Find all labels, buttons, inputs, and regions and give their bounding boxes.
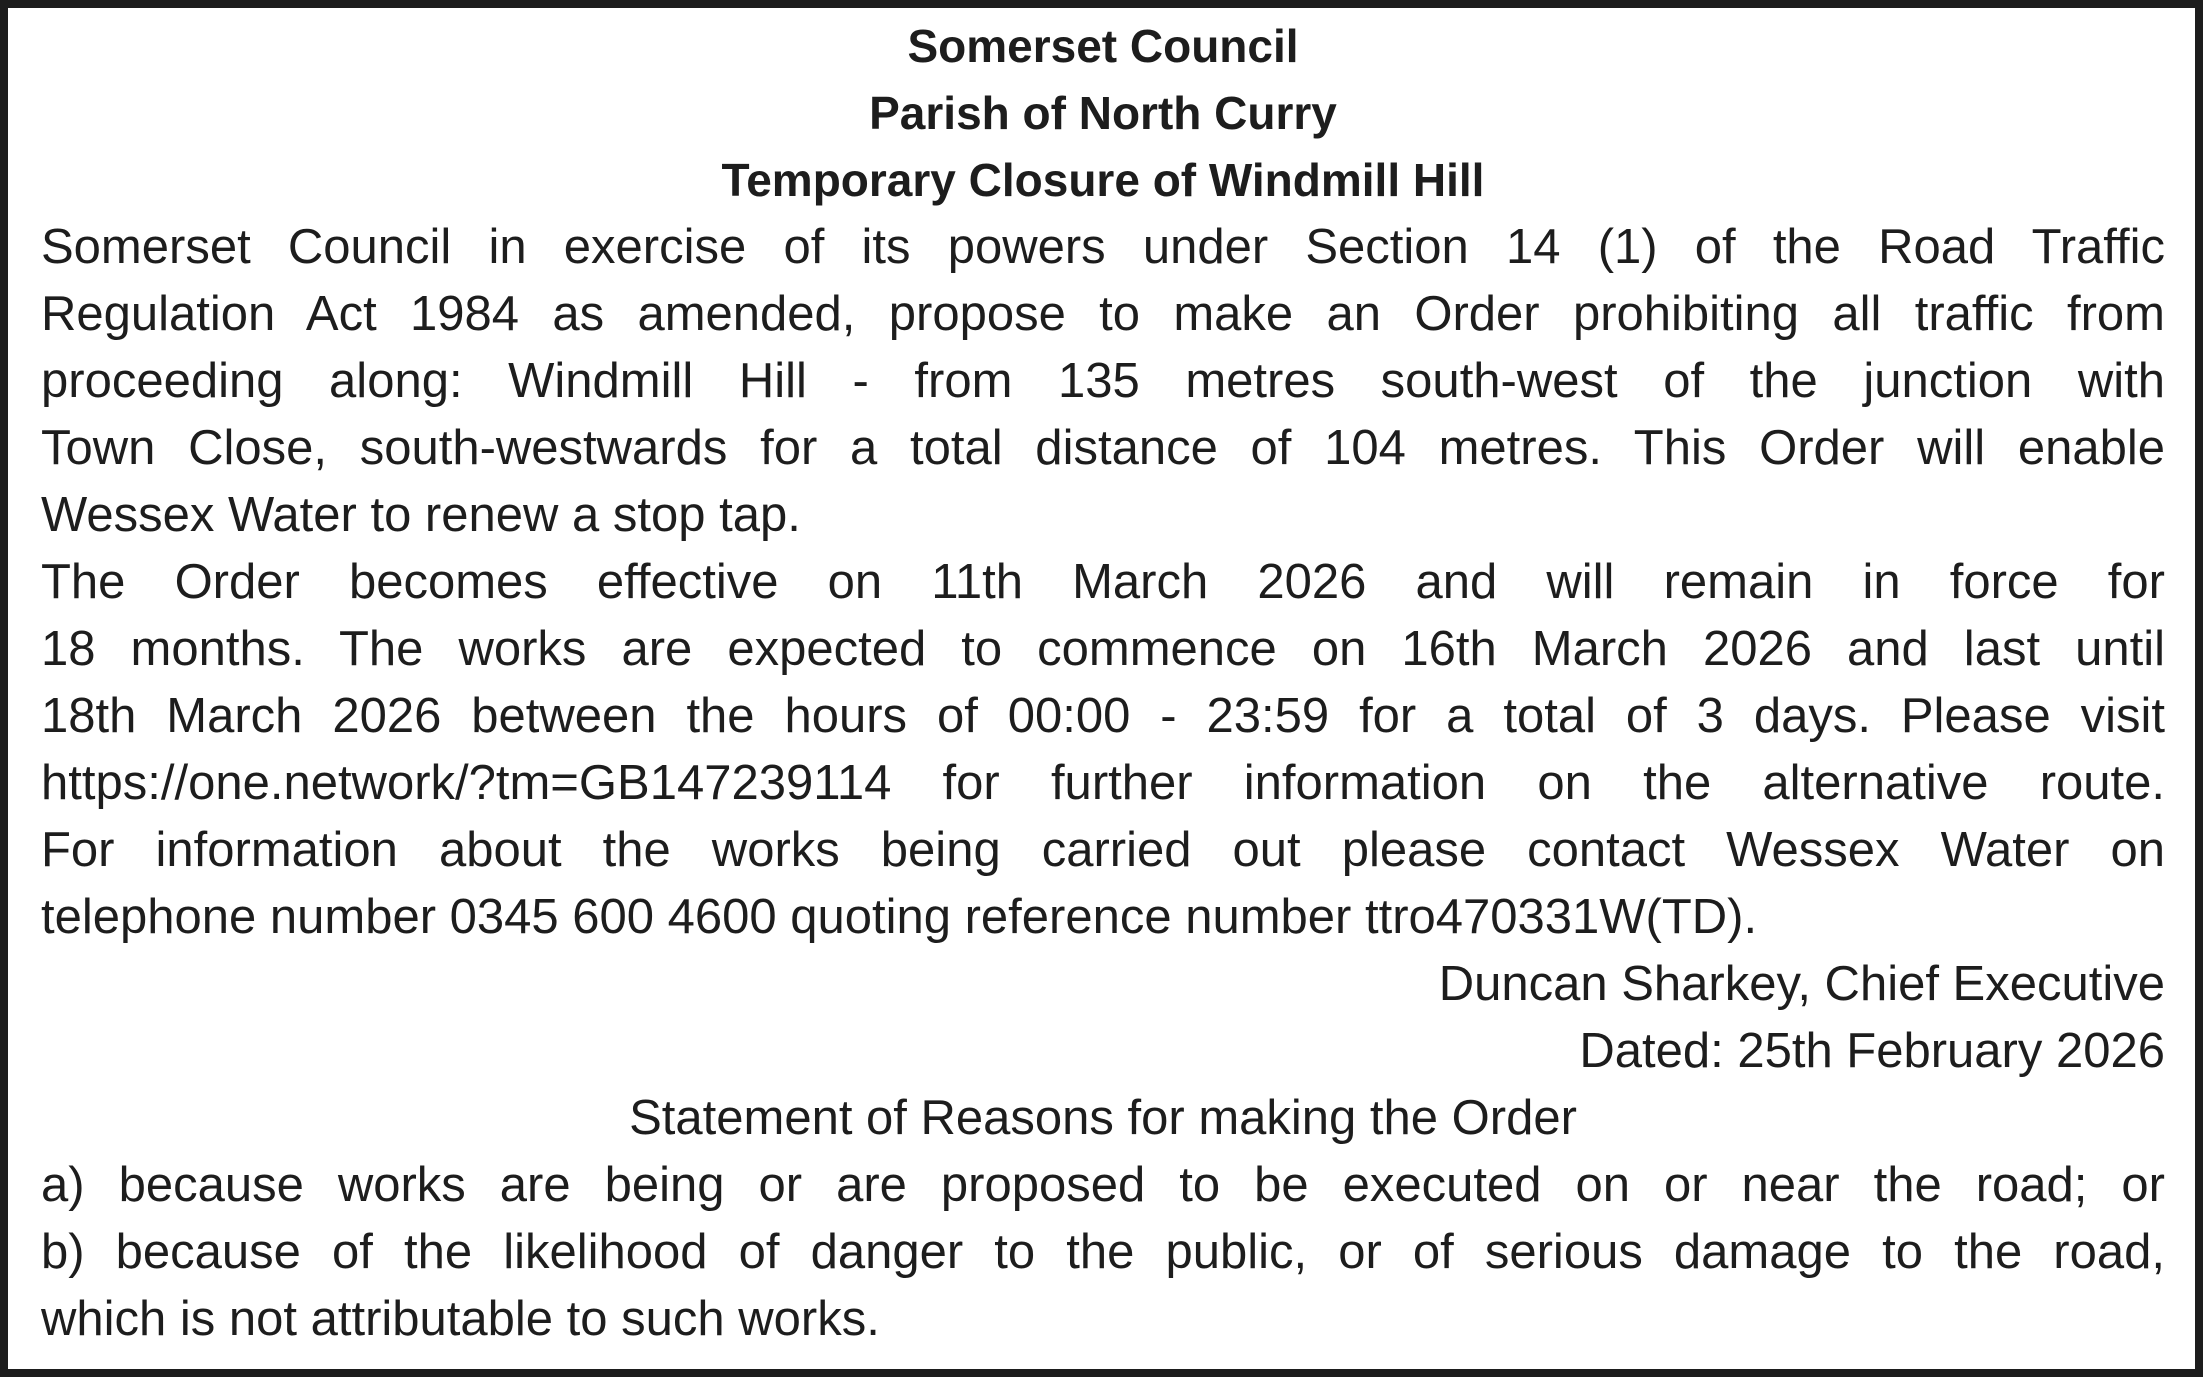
block-signature (41, 951, 2165, 1085)
notice-line: Regulation Act 1984 as amended, propose to make an Order prohibiting all traffic from (41, 287, 2165, 341)
notice-line: Wessex Water to renew a stop tap. (41, 488, 801, 542)
notice-line: Temporary Closure of Windmill Hill (721, 154, 1485, 206)
notice-line: Town Close, south-westwards for a total distance of 104 metres. This Order will enable (41, 421, 2165, 475)
block-reason-a (41, 1152, 2165, 1219)
block-statement-heading (41, 1085, 2165, 1152)
notice-line: Somerset Council in exercise of its powers under Section 14 (1) of the Road Traffic (41, 220, 2165, 274)
block-reason-b (41, 1219, 2165, 1353)
notice-line: The Order becomes effective on 11th March 2026 and will remain in force for (41, 555, 2165, 609)
notice-line: Dated: 25th February 2026 (1579, 1024, 2165, 1078)
notice-line: b) because of the likelihood of danger to the public, or of serious damage to the road, (41, 1225, 2165, 1279)
notice-line: 18 months. The works are expected to commence on 16th March 2026 and last until (41, 622, 2165, 676)
notice-line: a) because works are being or are proposed to be executed on or near the road; or (41, 1158, 2165, 1212)
notice-line: which is not attributable to such works. (41, 1292, 880, 1346)
block-schedule (41, 549, 2165, 951)
notice-line: telephone number 0345 600 4600 quoting reference number ttro470331W(TD). (41, 890, 1758, 944)
notice-content (41, 13, 2165, 1353)
notice-line: Parish of North Curry (869, 87, 1337, 139)
notice-line: proceeding along: Windmill Hill - from 135 metres south-west of the junction with (41, 354, 2165, 408)
notice-line: Statement of Reasons for making the Order (629, 1091, 1577, 1145)
notice-line: Duncan Sharkey, Chief Executive (1438, 957, 2165, 1011)
block-masthead (41, 13, 2165, 214)
notice-line: Somerset Council (907, 20, 1299, 72)
notice-line: 18th March 2026 between the hours of 00:00 - 23:59 for a total of 3 days. Please visit (41, 689, 2165, 743)
notice-line: For information about the works being carried out please contact Wessex Water on (41, 823, 2165, 877)
block-order-details (41, 214, 2165, 549)
notice-line: https://one.network/?tm=GB147239114 for further information on the alternative route. (41, 756, 2165, 810)
